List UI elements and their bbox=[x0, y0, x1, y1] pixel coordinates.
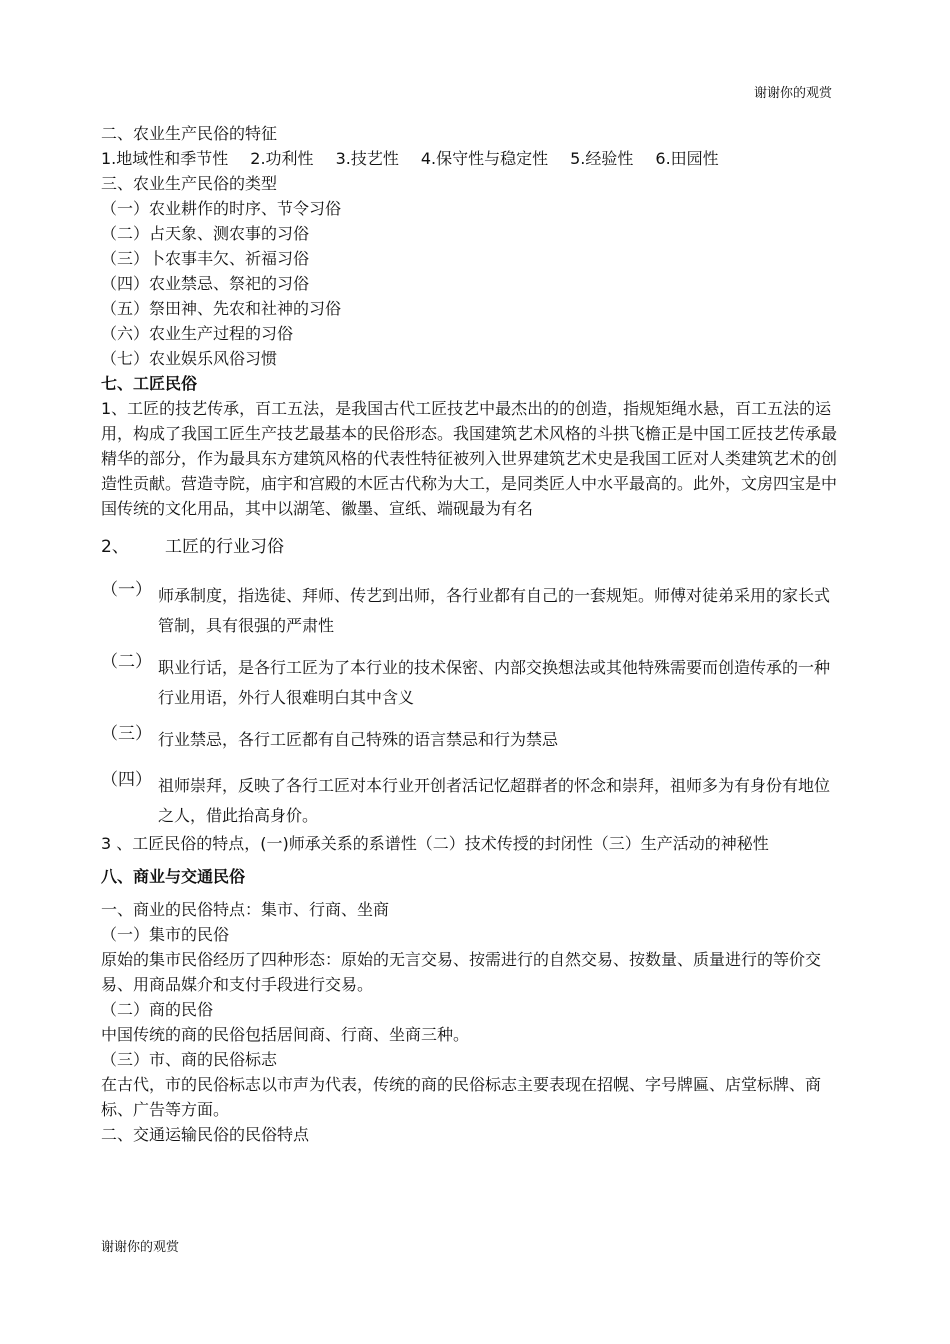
list-item: （一）农业耕作的时序、节令习俗 bbox=[101, 199, 342, 218]
custom-text: 职业行话，是各行工匠为了本行业的技术保密、内部交换想法或其他特殊需要而创造传承的一种行业用语，外行人很难明白其中含义 bbox=[158, 658, 831, 707]
paragraph-craft-traits: 3 、工匠民俗的特点，(一)师承关系的系谱性（二）技术传授的封闭性（三）生产活动的神秘性 bbox=[101, 834, 769, 853]
section-title-craftsman: 七、工匠民俗 bbox=[101, 374, 198, 393]
trait-item: 2.功利性 bbox=[250, 149, 314, 168]
paragraph-craft-inheritance: 1、工匠的技艺传承，百工五法，是我国古代工匠技艺中最杰出的的创造，指规矩绳水悬，百工五法的运用，构成了我国工匠生产技艺最基本的民俗形态。我国建筑艺术风格的斗拱飞檐正是中国工匠技艺传承最精华的部分，作为最具东方建筑风格的代表性特征被列入世界建筑艺术史是我国工匠对人类建筑艺术的创造性贡献。营造寺院，庙宇和宫殿的木匠古代称为大工，是同类匠人中水平最高的。此外，文房四宝是中国传统的文化用品，其中以湖笔、徽墨、宣纸、端砚最为有名 bbox=[101, 399, 838, 518]
custom-index: （三） bbox=[101, 724, 152, 744]
trait-item: 4.保守性与稳定性 bbox=[420, 149, 549, 168]
list-item: （七）农业娱乐风俗习惯 bbox=[101, 349, 278, 368]
paragraph-market: 原始的集市民俗经历了四种形态：原始的无言交易、按需进行的自然交易、按数量、质量进行的等价交易、用商品媒介和支付手段进行交易。 bbox=[101, 950, 822, 994]
list-item: （六）农业生产过程的习俗 bbox=[101, 324, 294, 343]
page-footer: 谢谢你的观赏 bbox=[101, 1240, 180, 1255]
trait-item: 3.技艺性 bbox=[335, 149, 399, 168]
trait-item: 5.经验性 bbox=[570, 149, 634, 168]
section-title-agri-features: 二、农业生产民俗的特征 bbox=[101, 124, 278, 143]
custom-index: （一） bbox=[101, 580, 152, 600]
custom-item bbox=[101, 725, 839, 755]
custom-text: 祖师崇拜，反映了各行工匠对本行业开创者活记忆超群者的怀念和崇拜，祖师多为有身份有地位之人，借此抬高身价。 bbox=[158, 776, 831, 825]
page-header: 谢谢你的观赏 bbox=[753, 86, 832, 101]
trait-list bbox=[101, 146, 839, 171]
trait-item: 6.田园性 bbox=[655, 149, 719, 168]
document-body bbox=[101, 121, 839, 1147]
subheading-commerce-features: 一、商业的民俗特点：集市、行商、坐商 bbox=[101, 900, 390, 919]
paragraph-signs: 在古代，市的民俗标志以市声为代表，传统的商的民俗标志主要表现在招幌、字号牌匾、店堂标牌、商标、广告等方面。 bbox=[101, 1075, 822, 1119]
subheading-merchant: （二）商的民俗 bbox=[101, 1000, 214, 1019]
list-item: （四）农业禁忌、祭祀的习俗 bbox=[101, 274, 310, 293]
subheading-craft-customs bbox=[101, 529, 839, 565]
section-title-commerce: 八、商业与交通民俗 bbox=[101, 867, 246, 886]
custom-text: 行业禁忌，各行工匠都有自己特殊的语言禁忌和行为禁忌 bbox=[158, 730, 559, 749]
custom-item bbox=[101, 771, 839, 831]
subheading-text: 工匠的行业习俗 bbox=[165, 537, 284, 557]
list-item: （五）祭田神、先农和社神的习俗 bbox=[101, 299, 342, 318]
list-item: （三）卜农事丰欠、祈福习俗 bbox=[101, 249, 310, 268]
subheading-signs: （三）市、商的民俗标志 bbox=[101, 1050, 278, 1069]
list-item: （二）占天象、测农事的习俗 bbox=[101, 224, 310, 243]
section-title-agri-types: 三、农业生产民俗的类型 bbox=[101, 174, 278, 193]
subheading-market: （一）集市的民俗 bbox=[101, 925, 230, 944]
trait-item: 1.地域性和季节性 bbox=[101, 149, 229, 168]
custom-item bbox=[101, 581, 839, 641]
custom-index: （四） bbox=[101, 770, 152, 790]
custom-index: （二） bbox=[101, 652, 152, 672]
custom-item bbox=[101, 653, 839, 713]
paragraph-merchant: 中国传统的商的民俗包括居间商、行商、坐商三种。 bbox=[101, 1025, 470, 1044]
subheading-transport: 二、交通运输民俗的民俗特点 bbox=[101, 1125, 310, 1144]
subheading-number: 2、 bbox=[101, 537, 129, 557]
custom-text: 师承制度，指选徒、拜师、传艺到出师，各行业都有自己的一套规矩。师傅对徒弟采用的家长式管制，具有很强的严肃性 bbox=[158, 586, 831, 635]
